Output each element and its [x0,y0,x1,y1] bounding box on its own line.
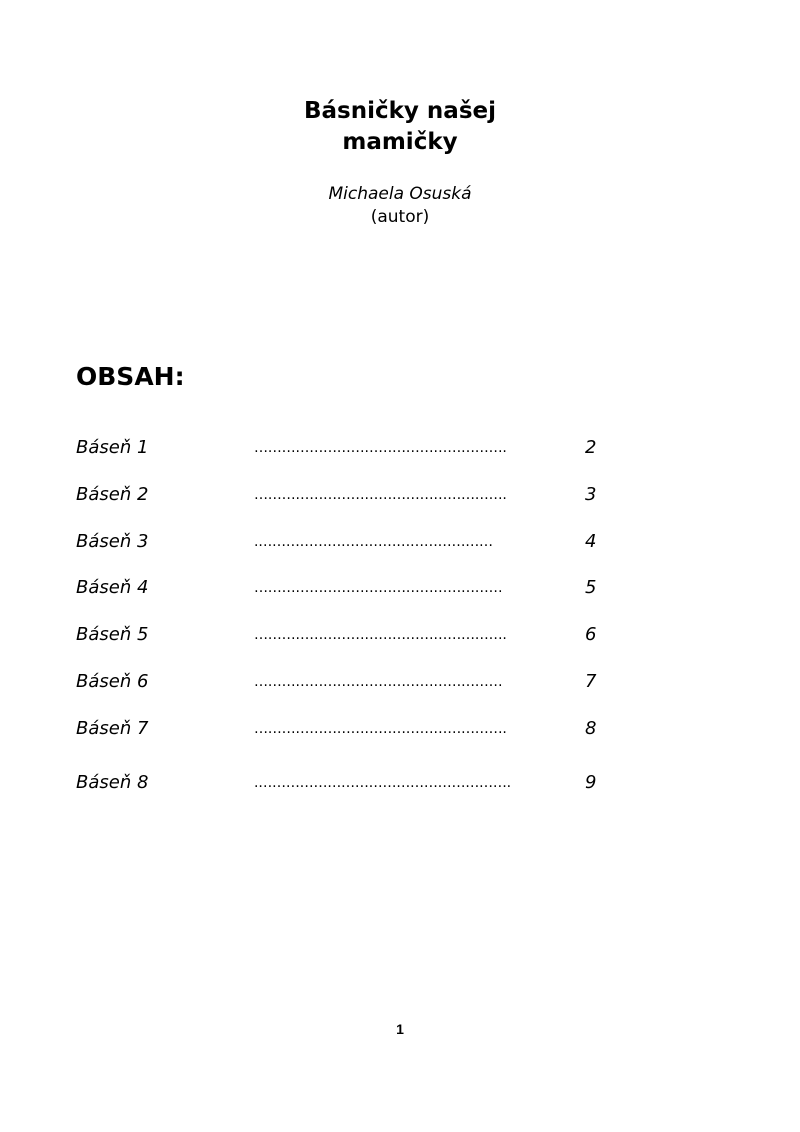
toc-entry-leader: ………………………………………………. [254,627,507,643]
author-role: (autor) [370,207,430,227]
toc-entry-page: 3 [585,484,597,505]
toc-entry-label: Báseň 8 [76,772,149,793]
toc-entry-page: 7 [585,671,597,692]
toc-entry [0,670,800,694]
toc-entry-label: Báseň 6 [76,671,149,692]
toc-entry-leader: ……………………………………………… [254,580,503,596]
toc-entry [0,717,800,741]
page-number: 1 [396,1021,404,1037]
toc-entry-page: 8 [585,718,597,739]
toc-entry-label: Báseň 1 [76,437,149,458]
toc-entry-label: Báseň 3 [76,531,149,552]
toc-entry-label: Báseň 4 [76,577,149,598]
toc-entry-leader: .…………………………………………… [254,534,493,550]
toc-entry-label: Báseň 5 [76,624,149,645]
toc-entry-page: 4 [585,531,597,552]
toc-entry [0,623,800,647]
toc-entry-page: 5 [585,577,597,598]
toc-entry-leader: .………………………………………………. [254,775,511,791]
toc-entry [0,436,800,460]
toc-entry-label: Báseň 2 [76,484,149,505]
toc-entry [0,576,800,600]
document-title-line-2: mamičky [342,129,458,155]
toc-entry-page: 2 [585,437,597,458]
toc-entry-page: 9 [585,772,597,793]
toc-entry-page: 6 [585,624,597,645]
toc-entry [0,771,800,795]
toc-entry-leader: ………………………………………………. [254,487,507,503]
toc-entry-label: Báseň 7 [76,718,149,739]
toc-entry-leader: ……………………………………………… [254,674,503,690]
document-title-line-1: Básničky našej [304,98,496,124]
toc-heading: OBSAH: [76,362,185,391]
toc-entry-leader: ………………………………………………. [254,440,507,456]
author-name: Michaela Osuská [328,184,472,204]
toc-entry-leader: ………………………………………………. [254,721,507,737]
toc-entry [0,530,800,554]
toc-entry [0,483,800,507]
